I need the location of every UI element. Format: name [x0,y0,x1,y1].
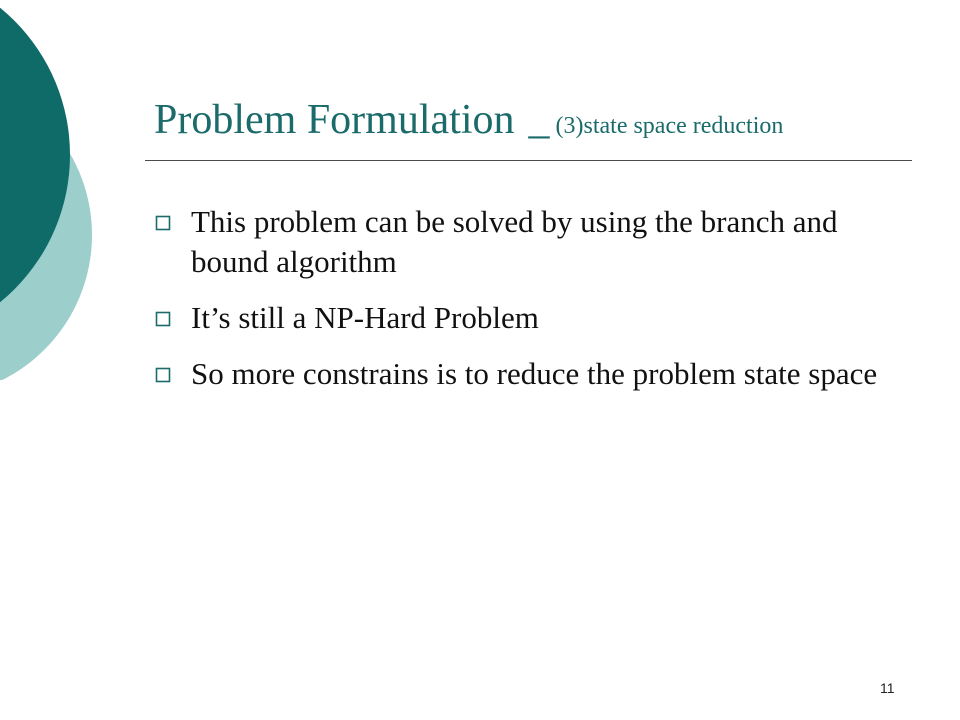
hollow-square-bullet-icon [155,311,171,327]
bullet-text: It’s still a NP-Hard Problem [191,300,539,335]
bullet-list [155,202,895,410]
decorative-circles [0,0,100,380]
bullet-item [155,354,895,394]
hollow-square-bullet-icon [155,215,171,231]
hollow-square-bullet-icon [155,367,171,383]
slide-title [154,96,783,144]
bullet-text: This problem can be solved by using the branch and bound algorithm [191,204,838,279]
bullet-item [155,298,895,338]
title-separator: _ [528,97,550,143]
bullet-item [155,202,895,282]
page-number: 11 [880,680,895,696]
title-main: Problem Formulation [154,97,515,143]
title-divider [145,160,912,161]
bullet-text: So more constrains is to reduce the problem state space [191,356,878,391]
title-subtitle: (3)state space reduction [555,113,784,139]
